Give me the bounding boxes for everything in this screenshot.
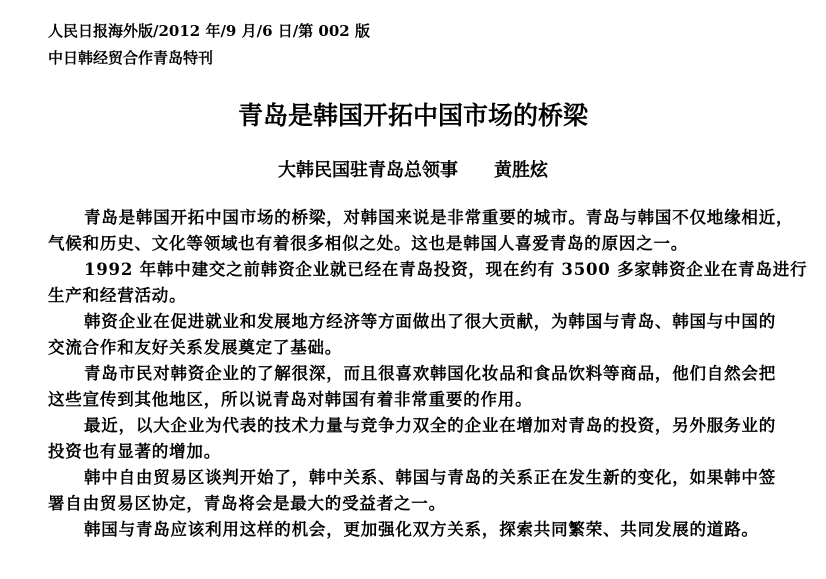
paragraph-line: 韩国与青岛应该利用这样的机会，更加强化双方关系，探索共同繁荣、共同发展的道路。: [84, 520, 759, 539]
paragraph-line: 1992 年韩中建交之前韩资企业就已经在青岛投资，现在约有 3500 多家韩资企业在青岛进行: [84, 260, 808, 279]
paragraph-line: 韩中自由贸易区谈判开始了，韩中关系、韩国与青岛的关系正在发生新的变化，如果韩中签: [84, 468, 776, 487]
author-title: 大韩民国驻青岛总领事: [278, 160, 458, 181]
paragraph-line: 署自由贸易区协定，青岛将会是最大的受益者之一。: [48, 494, 446, 513]
publication-source-line: 人民日报海外版/2012 年/9 月/6 日/第 002 版: [48, 22, 370, 40]
paragraph-line: 气候和历史、文化等领域也有着很多相似之处。这也是韩国人喜爱青岛的原因之一。: [48, 234, 689, 253]
paragraph-line: 青岛是韩国开拓中国市场的桥梁，对韩国来说是非常重要的城市。青岛与韩国不仅地缘相近，: [84, 208, 794, 227]
article-byline: [0, 162, 826, 180]
paragraph-line: 这些宣传到其他地区，所以说青岛对韩国有着非常重要的作用。: [48, 390, 533, 409]
paragraph-line: 青岛市民对韩资企业的了解很深，而且很喜欢韩国化妆品和食品饮料等商品，他们自然会把: [84, 364, 776, 383]
author-name: 黄胜炫: [494, 160, 548, 181]
article-title: 青岛是韩国开拓中国市场的桥梁: [237, 101, 588, 130]
paragraph-line: 韩资企业在促进就业和发展地方经济等方面做出了很大贡献，为韩国与青岛、韩国与中国的: [84, 312, 776, 331]
paragraph-line: 交流合作和友好关系发展奠定了基础。: [48, 338, 343, 357]
special-section-line: 中日韩经贸合作青岛特刊: [48, 49, 214, 67]
paragraph-line: 投资也有显著的增加。: [48, 442, 221, 461]
paragraph-line: 生产和经营活动。: [48, 286, 187, 305]
paragraph-line: 最近，以大企业为代表的技术力量与竞争力双全的企业在增加对青岛的投资，另外服务业的: [84, 416, 776, 435]
